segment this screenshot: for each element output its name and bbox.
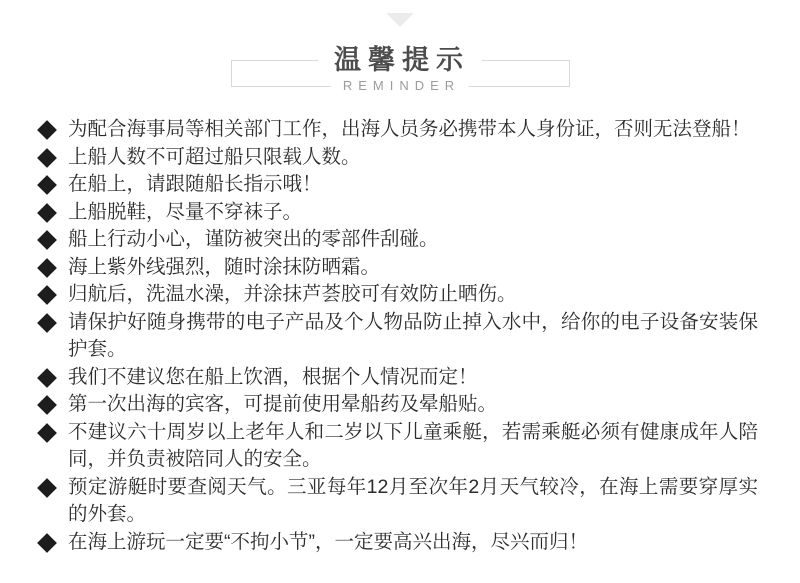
list-item (38, 281, 758, 309)
diamond-bullet-icon (37, 533, 57, 553)
diamond-bullet-icon (37, 203, 57, 223)
diamond-bullet-icon (37, 258, 57, 278)
title-frame (231, 45, 570, 93)
list-item (38, 199, 758, 227)
tip-text: 在船上，请跟随船长指示哦！ (68, 173, 322, 195)
tip-text: 我们不建议您在船上饮酒，根据个人情况而定！ (68, 365, 478, 388)
tip-text: 上船脱鞋，尽量不穿袜子。 (68, 200, 303, 223)
page-subtitle: REMINDER (331, 79, 469, 93)
tip-text: 海上紫外线强烈，随时涂抹防晒霜。 (68, 255, 381, 278)
diamond-bullet-icon (37, 230, 57, 250)
list-item (38, 309, 758, 364)
diamond-bullet-icon (37, 285, 57, 305)
diamond-bullet-icon (37, 423, 57, 443)
diamond-bullet-icon (37, 478, 57, 498)
list-item (38, 226, 758, 254)
diamond-bullet-icon (37, 148, 57, 168)
tip-text: 在海上游玩一定要“不拘小节”，一定要高兴出海，尽兴而归！ (68, 530, 588, 553)
tip-text: 归航后，洗温水澡，并涂抹芦荟胶可有效防止晒伤。 (68, 283, 517, 305)
list-item (38, 116, 758, 144)
tip-text: 不建议六十周岁以上老年人和二岁以下儿童乘艇，若需乘艇必须有健康成年人陪同，并负责被陪同人的安全。 (68, 420, 758, 470)
list-item (38, 171, 758, 199)
list-item (38, 391, 758, 419)
tips-list (38, 116, 758, 556)
diamond-bullet-icon (37, 395, 57, 415)
diamond-bullet-icon (37, 313, 57, 333)
triangle-down-icon (386, 13, 414, 27)
page-title: 温馨提示 (318, 46, 482, 76)
list-item (38, 144, 758, 172)
tip-text: 为配合海事局等相关部门工作，出海人员务必携带本人身份证，否则无法登船！ (68, 118, 751, 140)
diamond-bullet-icon (37, 120, 57, 140)
tip-text: 第一次出海的宾客，可提前使用晕船药及晕船贴。 (68, 393, 498, 415)
tip-text: 请保护好随身携带的电子产品及个人物品防止掉入水中，给你的电子设备安装保护套。 (68, 310, 758, 360)
diamond-bullet-icon (37, 175, 57, 195)
tip-text: 预定游艇时要查阅天气。三亚每年12月至次年2月天气较冷，在海上需要穿厚实的外套。 (68, 475, 758, 525)
list-item (38, 529, 758, 557)
tip-text: 上船人数不可超过船只限载人数。 (68, 145, 361, 168)
list-item (38, 474, 758, 529)
diamond-bullet-icon (37, 368, 57, 388)
tip-text: 船上行动小心，谨防被突出的零部件刮碰。 (68, 228, 439, 250)
list-item (38, 254, 758, 282)
list-item (38, 419, 758, 474)
list-item (38, 364, 758, 392)
